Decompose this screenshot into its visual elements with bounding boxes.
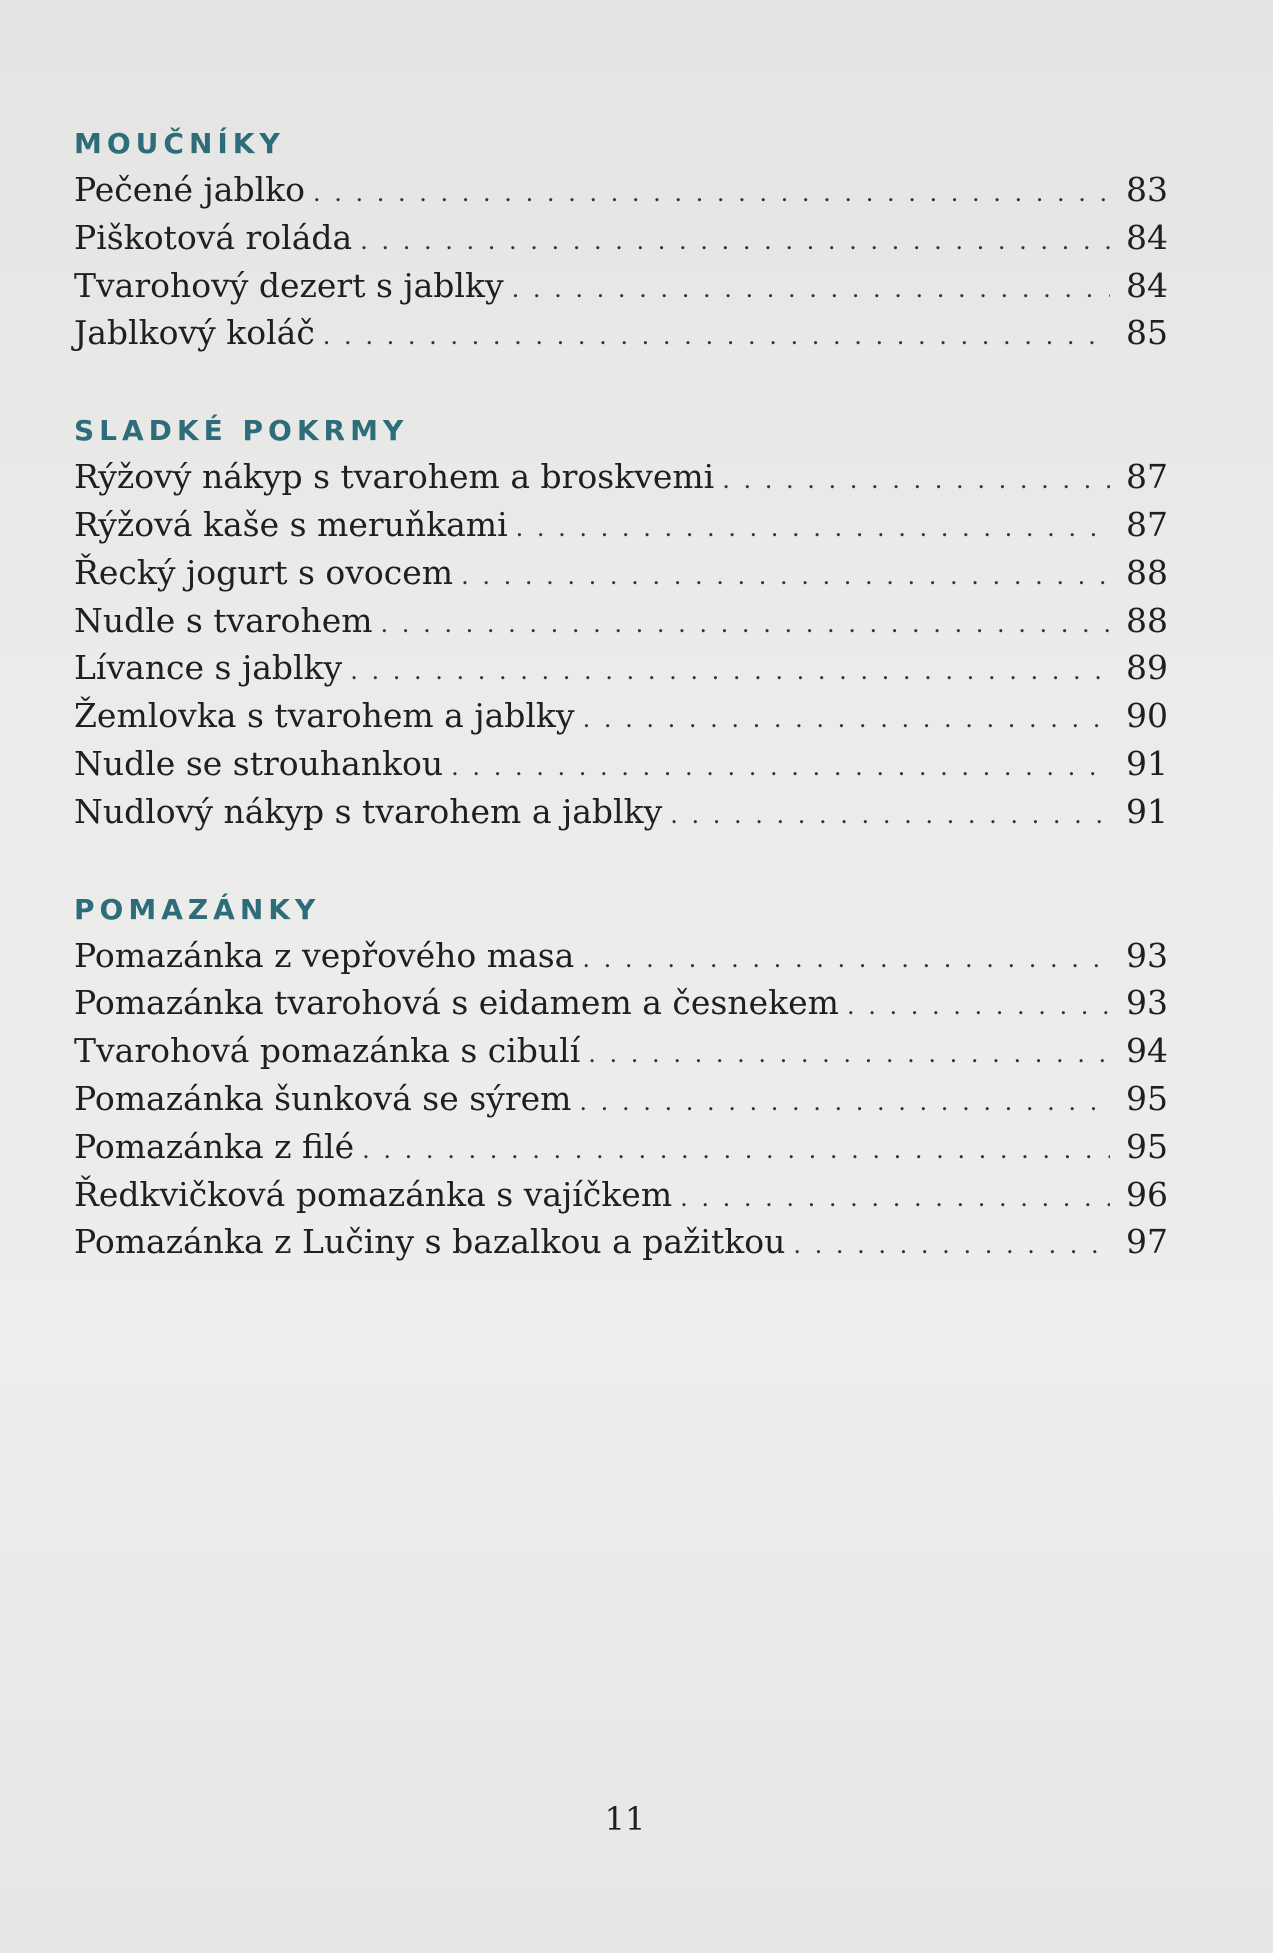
toc-entry	[74, 1171, 1168, 1219]
entry-page: 83	[1126, 170, 1168, 209]
entry-page: 88	[1126, 600, 1168, 640]
entry-title: Pomazánka z vepřového masa	[74, 935, 575, 975]
toc-entry	[74, 453, 1168, 501]
toc-entry	[74, 692, 1168, 740]
dot-leader	[579, 1079, 1110, 1127]
entry-page: 87	[1126, 457, 1168, 497]
entry-page: 90	[1126, 696, 1168, 736]
entry-title: Nudle s tvarohem	[74, 600, 373, 640]
toc-entry	[74, 1027, 1168, 1075]
entry-title: Nudle se strouhankou	[74, 743, 444, 783]
dot-leader	[461, 553, 1110, 601]
page-number: 11	[604, 1800, 646, 1838]
dot-leader	[847, 983, 1110, 1031]
toc-entry	[74, 932, 1168, 980]
dot-leader	[680, 1175, 1110, 1223]
toc-entry	[74, 501, 1168, 549]
dot-leader	[381, 601, 1110, 649]
entry-title: Piškotová roláda	[74, 217, 353, 257]
entry-page: 95	[1126, 1078, 1168, 1118]
entry-title: Jablkový koláč	[74, 313, 315, 353]
entry-title: Tvarohová pomazánka s cibulí	[74, 1031, 581, 1071]
dot-leader	[583, 696, 1110, 744]
section-title: POMAZÁNKY	[74, 892, 321, 926]
toc-entry	[74, 166, 1168, 214]
entry-page: 88	[1126, 552, 1168, 592]
entry-page: 89	[1126, 648, 1168, 688]
entry-title: Řecký jogurt s ovocem	[74, 552, 454, 592]
entry-title: Rýžová kaše s meruňkami	[74, 504, 508, 544]
dot-leader	[670, 792, 1110, 840]
entry-page: 93	[1126, 935, 1168, 975]
entry-title: Pomazánka z Lučiny s bazalkou a pažitkou	[74, 1222, 786, 1262]
dot-leader	[451, 744, 1110, 792]
toc-entry	[74, 549, 1168, 597]
dot-leader	[722, 457, 1110, 505]
section-pomazanky	[74, 888, 1168, 1267]
section-sladke-pokrmy	[74, 409, 1168, 835]
dot-leader	[588, 1031, 1110, 1079]
entry-page: 85	[1126, 313, 1168, 353]
entry-title: Pomazánka šunková se sýrem	[74, 1078, 572, 1118]
dot-leader	[323, 313, 1110, 361]
dot-leader	[362, 1127, 1110, 1175]
entry-page: 91	[1126, 743, 1168, 783]
entry-title: Pomazánka z filé	[74, 1126, 355, 1166]
toc-entry	[74, 740, 1168, 788]
toc-entry	[74, 214, 1168, 262]
section-title: SLADKÉ POKRMY	[74, 414, 409, 448]
entry-title: Nudlový nákyp s tvarohem a jablky	[74, 791, 663, 831]
table-of-contents	[74, 122, 1168, 1266]
entry-title: Tvarohový dezert s jablky	[74, 265, 504, 305]
entry-page: 97	[1126, 1222, 1168, 1262]
entry-page: 84	[1126, 217, 1168, 257]
toc-entry	[74, 309, 1168, 357]
entry-page: 87	[1126, 504, 1168, 544]
entry-page: 96	[1126, 1174, 1168, 1214]
dot-leader	[582, 936, 1110, 984]
entry-page: 84	[1126, 265, 1168, 305]
entry-page: 91	[1126, 791, 1168, 831]
entry-title: Pomazánka tvarohová s eidamem a česnekem	[74, 983, 839, 1023]
dot-leader	[350, 648, 1110, 696]
toc-entry	[74, 597, 1168, 645]
entry-page: 93	[1126, 983, 1168, 1023]
section-moucniky	[74, 122, 1168, 357]
entry-page: 95	[1126, 1126, 1168, 1166]
entry-title: Rýžový nákyp s tvarohem a broskvemi	[74, 457, 715, 497]
entry-title: Žemlovka s tvarohem a jablky	[74, 696, 575, 736]
dot-leader	[516, 505, 1110, 553]
toc-entry	[74, 979, 1168, 1027]
dot-leader	[793, 1222, 1110, 1270]
entry-title: Ředkvičková pomazánka s vajíčkem	[74, 1174, 673, 1214]
entry-page: 94	[1126, 1031, 1168, 1071]
dot-leader	[360, 218, 1110, 266]
toc-entry	[74, 1123, 1168, 1171]
dot-leader	[512, 266, 1110, 314]
toc-entry	[74, 1075, 1168, 1123]
entry-title: Lívance s jablky	[74, 648, 343, 688]
section-title: MOUČNÍKY	[74, 127, 285, 160]
toc-entry	[74, 788, 1168, 836]
toc-entry	[74, 644, 1168, 692]
toc-entry	[74, 262, 1168, 310]
dot-leader	[313, 170, 1110, 218]
entry-title: Pečené jablko	[74, 170, 305, 209]
toc-entry	[74, 1218, 1168, 1266]
